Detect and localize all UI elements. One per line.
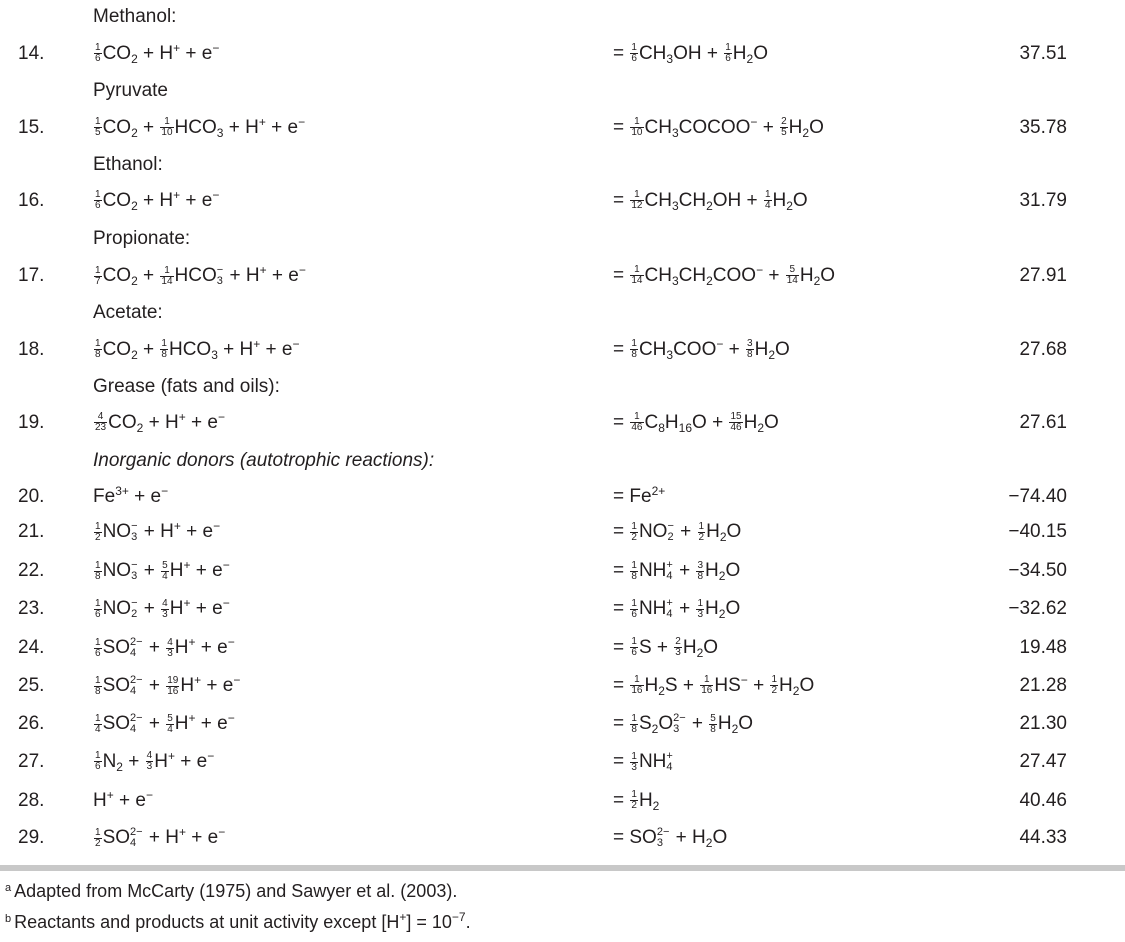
fraction: $\frac{1}{8}$ [631, 338, 637, 361]
fraction: $\frac{1}{6}$ [95, 636, 101, 659]
category-label: Grease (fats and oils): [93, 376, 280, 397]
fraction: $\frac{1}{8}$ [95, 674, 101, 697]
free-energy-value: −32.62 [1008, 598, 1067, 619]
fraction: $\frac{1}{2}$ [771, 674, 778, 697]
free-energy-value: 27.47 [1019, 751, 1067, 772]
reaction-number: 26. [18, 713, 45, 734]
fraction: $\frac{1}{4}$ [95, 712, 101, 735]
free-energy-value: 21.30 [1019, 713, 1067, 734]
fraction: $\frac{1}{4}$ [764, 189, 771, 212]
reaction-number: 28. [18, 790, 45, 811]
table-row [0, 560, 1125, 590]
fraction: $\frac{3}{8}$ [697, 559, 704, 582]
table-bottom-rule [0, 865, 1125, 871]
footnote-a [5, 881, 457, 902]
table-row [0, 713, 1125, 743]
fraction: $\frac{2}{3}$ [675, 636, 681, 659]
fraction: $\frac{1}{6}$ [95, 42, 101, 65]
table-row [0, 265, 1125, 295]
reaction-reactants: $\frac{1}{8}$ SO 2− 4 + $\frac{19}{16}$ H+ + e− [95, 673, 241, 697]
fraction: $\frac{1}{14}$ [161, 264, 173, 287]
reaction-products: = $\frac{1}{6}$ NH + 4 + $\frac{1}{3}$ $H_2O$ [613, 597, 741, 622]
reaction-products: = $\frac{1}{6}$ $CH_3OH$ + $\frac{1}{6}$ $H_2O$ [613, 42, 768, 66]
table-row [0, 412, 1125, 442]
reaction-number: 16. [18, 190, 45, 211]
reaction-products: = $Fe^{2+}$ [613, 484, 666, 507]
reaction-number: 25. [18, 675, 45, 696]
reaction-number: 27. [18, 751, 45, 772]
free-energy-value: 27.61 [1019, 412, 1067, 433]
fraction: $\frac{4}{23}$ [95, 411, 107, 434]
reaction-reactants: $\frac{1}{6}$ SO 2− 4 + $\frac{4}{3}$ H+ + e− [95, 635, 235, 659]
table-row [0, 790, 1125, 820]
fraction: $\frac{1}{6}$ [631, 42, 637, 65]
reaction-reactants: $\frac{4}{23}$ $CO_2 + H^+ + e^-$ [95, 410, 225, 435]
reaction-products: = $\frac{1}{8}$ $S_2O$ 2− 3 + $\frac{5}{8}$ $H_2O$ [613, 712, 754, 737]
footnote-b-text: Reactants and products at unit activity except $[H^+] = 10^{-7}$. [14, 910, 471, 932]
table-row [0, 190, 1125, 220]
reaction-reactants: H+ + e− [93, 788, 153, 811]
reaction-reactants: $\frac{1}{6}$ $CO_2 + H^+ + e^-$ [95, 188, 220, 213]
fraction: $\frac{1}{6}$ [631, 597, 637, 620]
free-energy-value: −40.15 [1008, 521, 1067, 542]
table-row [0, 117, 1125, 147]
fraction: $\frac{1}{46}$ [631, 411, 643, 434]
table-row [0, 598, 1125, 628]
fraction: $\frac{1}{2}$ [95, 520, 101, 543]
reaction-number: 18. [18, 339, 45, 360]
reaction-products: = $\frac{1}{6}$ S + $\frac{2}{3}$ $H_2O$ [613, 636, 719, 660]
reaction-reactants: $\frac{1}{5}$ $CO_2$ + $\frac{1}{10}$ $HCO_3 + H^+ + e^-$ [95, 115, 306, 140]
fraction: $\frac{5}{8}$ [710, 712, 716, 735]
reaction-reactants: $\frac{1}{2}$ NO − 3 + H+ + e− [95, 519, 221, 543]
fraction: $\frac{1}{3}$ [697, 597, 704, 620]
fraction: $\frac{5}{14}$ [786, 264, 798, 287]
reaction-number: 23. [18, 598, 45, 619]
reaction-number: 14. [18, 43, 45, 64]
reaction-products: = $\frac{1}{46}$ $C_8H_{16}O$ + $\frac{15}{46}$ $H_2O$ [613, 411, 779, 435]
footnote-b [5, 912, 471, 933]
fraction: $\frac{1}{6}$ [95, 750, 101, 773]
reaction-products: = $\frac{1}{12}$ $CH_3CH_2OH$ + $\frac{1}{4}$ $H_2O$ [613, 189, 808, 213]
fraction: $\frac{1}{6}$ [95, 597, 101, 620]
reaction-reactants: $\frac{1}{4}$ SO 2− 4 + $\frac{5}{4}$ H+ + e− [95, 711, 235, 735]
reaction-products: = $\frac{1}{8}$ $CH_3COO^-$ + $\frac{3}{8}$ $H_2O$ [613, 337, 790, 362]
reaction-reactants: $\frac{1}{8}$ $CO_2$ + $\frac{1}{8}$ $HCO_3 + H^+ + e^-$ [95, 337, 300, 362]
reaction-number: 21. [18, 521, 45, 542]
fraction: $\frac{4}{3}$ [167, 636, 173, 659]
reaction-number: 24. [18, 637, 45, 658]
fraction: $\frac{19}{16}$ [167, 674, 179, 697]
fraction: $\frac{2}{5}$ [781, 116, 787, 139]
reaction-products: = $\frac{1}{2}$ NO − 2 + $\frac{1}{2}$ $H_2O$ [613, 520, 742, 545]
fraction: $\frac{1}{5}$ [95, 116, 101, 139]
fraction: $\frac{4}{3}$ [162, 597, 168, 620]
free-energy-value: −34.50 [1008, 560, 1067, 581]
free-energy-value: 27.68 [1019, 339, 1067, 360]
category-label: Propionate: [93, 228, 191, 249]
fraction: $\frac{4}{3}$ [146, 750, 153, 773]
table-row [0, 339, 1125, 369]
reaction-products: = SO 2− 3 + $H_2O$ [613, 826, 728, 851]
table-row [0, 675, 1125, 705]
table-row [0, 751, 1125, 781]
fraction: $\frac{1}{8}$ [95, 338, 101, 361]
fraction: $\frac{15}{46}$ [730, 411, 742, 434]
free-energy-value: 19.48 [1019, 637, 1067, 658]
table-row [0, 637, 1125, 667]
fraction: $\frac{1}{14}$ [631, 264, 643, 287]
reaction-products: = $\frac{1}{16}$ $H_2S$ + $\frac{1}{16}$ HS− + $\frac{1}{2}$ $H_2O$ [613, 673, 815, 698]
fraction: $\frac{1}{10}$ [631, 116, 643, 139]
fraction: $\frac{1}{6}$ [631, 636, 637, 659]
reaction-reactants: $\frac{1}{2}$ SO 2− 4 + H+ + e− [95, 825, 226, 849]
fraction: $\frac{1}{16}$ [701, 674, 713, 697]
fraction: $\frac{1}{2}$ [631, 520, 637, 543]
free-energy-value: 35.78 [1019, 117, 1067, 138]
fraction: $\frac{1}{8}$ [161, 338, 167, 361]
footnote-a-mark: a [5, 882, 12, 894]
fraction: $\frac{1}{10}$ [161, 116, 173, 139]
fraction: $\frac{1}{6}$ [725, 42, 731, 65]
fraction: $\frac{1}{3}$ [631, 750, 637, 773]
fraction: $\frac{1}{16}$ [631, 674, 643, 697]
reaction-products: = $\frac{1}{14}$ $CH_3CH_2COO^-$ + $\frac{5}{14}$ $H_2O$ [613, 263, 836, 288]
footnote-a-text: Adapted from McCarty (1975) and Sawyer et al. (2003). [14, 881, 458, 901]
table-row [0, 43, 1125, 73]
fraction: $\frac{1}{12}$ [631, 189, 643, 212]
fraction: $\frac{1}{8}$ [95, 559, 101, 582]
fraction: $\frac{1}{2}$ [698, 520, 705, 543]
reaction-reactants: $Fe^{3+} + e^-$ [93, 484, 169, 507]
reaction-products: = $\frac{1}{10}$ $CH_3COCOO^-$ + $\frac{2}{5}$ $H_2O$ [613, 115, 824, 140]
category-label: Methanol: [93, 6, 177, 27]
fraction: $\frac{1}{2}$ [631, 789, 637, 812]
free-energy-value: −74.40 [1008, 486, 1067, 507]
table-row [0, 486, 1125, 516]
table-row [0, 521, 1125, 551]
category-label: Inorganic donors (autotrophic reactions): [93, 450, 435, 471]
fraction: $\frac{1}{7}$ [95, 264, 101, 287]
category-label: Pyruvate [93, 80, 168, 101]
category-label: Ethanol: [93, 154, 163, 175]
fraction: $\frac{3}{8}$ [747, 338, 753, 361]
reaction-number: 29. [18, 827, 45, 848]
reaction-number: 15. [18, 117, 45, 138]
fraction: $\frac{1}{8}$ [631, 559, 637, 582]
footnote-b-mark: b [5, 913, 12, 925]
reaction-reactants: $\frac{1}{6}$ $CO_2 + H^+ + e^-$ [95, 41, 220, 66]
reaction-reactants: $\frac{1}{6}$ $N_2$ + $\frac{4}{3}$ H+ + e− [95, 749, 215, 774]
free-energy-value: 27.91 [1019, 265, 1067, 286]
free-energy-value: 44.33 [1019, 827, 1067, 848]
free-energy-value: 21.28 [1019, 675, 1067, 696]
free-energy-value: 37.51 [1019, 43, 1067, 64]
free-energy-value: 31.79 [1019, 190, 1067, 211]
category-label: Acetate: [93, 302, 163, 323]
reaction-number: 17. [18, 265, 45, 286]
reaction-reactants: $\frac{1}{7}$ $CO_2$ + $\frac{1}{14}$ HCO − 3 + H+ + e− [95, 263, 306, 289]
fraction: $\frac{5}{4}$ [162, 559, 168, 582]
reaction-products: = $\frac{1}{2}$ $H_2$ [613, 789, 660, 813]
fraction: $\frac{5}{4}$ [167, 712, 173, 735]
table-row [0, 827, 1125, 857]
reaction-number: 20. [18, 486, 45, 507]
reaction-products: = $\frac{1}{8}$ NH + 4 + $\frac{3}{8}$ $H_2O$ [613, 559, 741, 584]
reaction-number: 22. [18, 560, 45, 581]
reaction-number: 19. [18, 412, 45, 433]
reaction-products: = $\frac{1}{3}$ NH + 4 [613, 750, 673, 773]
fraction: $\frac{1}{8}$ [631, 712, 637, 735]
free-energy-value: 40.46 [1019, 790, 1067, 811]
fraction: $\frac{1}{6}$ [95, 189, 101, 212]
reaction-reactants: $\frac{1}{8}$ NO − 3 + $\frac{5}{4}$ H+ + e− [95, 558, 230, 582]
reaction-reactants: $\frac{1}{6}$ NO − 2 + $\frac{4}{3}$ H+ + e− [95, 596, 230, 620]
fraction: $\frac{1}{2}$ [95, 826, 101, 849]
